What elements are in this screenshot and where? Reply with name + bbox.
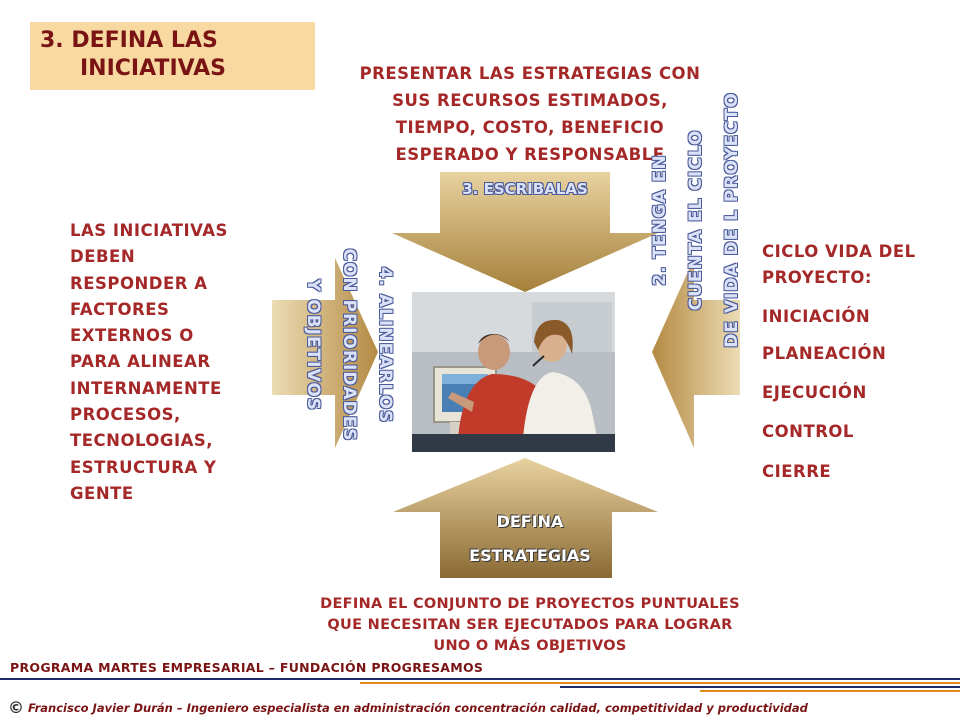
bottom-description <box>295 594 765 657</box>
arrow-bottom-label-line2: ESTRATEGIAS <box>469 546 591 565</box>
left-description-line: TECNOLOGIAS, <box>70 431 214 451</box>
top-description-line: SUS RECURSOS ESTIMADOS, <box>392 91 668 110</box>
life-cycle-item: PLANEACIÓN <box>762 344 887 363</box>
left-description-line: INTERNAMENTE <box>70 378 222 398</box>
arrow-right-label-line: CUENTA EL CICLO <box>686 129 706 311</box>
left-description-line: RESPONDER A <box>70 273 208 293</box>
footer-credit <box>8 698 808 717</box>
bottom-description-line: DEFINA EL CONJUNTO DE PROYECTOS PUNTUALES <box>320 596 740 612</box>
left-description-line: FACTORES <box>70 299 170 319</box>
life-cycle-item: EJECUCIÓN <box>762 383 867 402</box>
bottom-description-line: QUE NECESITAN SER EJECUTADOS PARA LOGRAR <box>327 617 733 633</box>
title-line-2: INICIATIVAS <box>80 56 227 81</box>
arrow-left-label-line: CON PRIORIDADES <box>339 248 359 442</box>
left-description-line: EXTERNOS O <box>70 326 194 346</box>
life-cycle-heading: CICLO VIDA DEL <box>762 242 916 261</box>
copyright-symbol: © <box>8 698 24 717</box>
life-cycle-item: INICIACIÓN <box>762 307 871 326</box>
photo-illustration <box>412 292 615 452</box>
top-description-line: PRESENTAR LAS ESTRATEGIAS CON <box>359 64 701 83</box>
bottom-description-line: UNO O MÁS OBJETIVOS <box>433 638 627 654</box>
footer-credit-text: Francisco Javier Durán – Ingeniero especialista en administración concentración calidad, competitividad y productividad <box>28 701 808 715</box>
left-description-line: LAS INICIATIVAS <box>70 221 228 240</box>
arrow-left-label-line: 4. ALINEARLOS <box>375 266 395 424</box>
left-description-line: ESTRUCTURA Y <box>70 457 217 477</box>
top-description-line: TIEMPO, COSTO, BENEFICIO <box>395 118 665 137</box>
footer-divider-lines <box>0 676 960 694</box>
arrow-left <box>272 258 378 448</box>
top-description-line: ESPERADO Y RESPONSABLE <box>395 145 665 164</box>
arrow-left-label-line: Y OBJETIVOS <box>303 278 323 412</box>
arrow-right-label-line: 2. TENGA EN <box>650 154 670 286</box>
life-cycle-item: CONTROL <box>762 422 854 441</box>
life-cycle-item: CIERRE <box>762 462 832 481</box>
arrow-top-label: 3. ESCRIBALAS <box>462 180 588 198</box>
left-description-line: PROCESOS, <box>70 405 181 425</box>
left-description-line: DEBEN <box>70 247 136 267</box>
arrow-right-label-line: DE VIDA DE L PROYECTO <box>722 92 742 348</box>
people-at-computer-photo <box>412 292 615 452</box>
title-line-1: 3. DEFINA LAS <box>40 28 218 53</box>
left-description-line: PARA ALINEAR <box>70 352 211 372</box>
footer-program: PROGRAMA MARTES EMPRESARIAL – FUNDACIÓN PROGRESAMOS <box>10 660 484 675</box>
life-cycle-heading: PROYECTO: <box>762 268 872 287</box>
arrow-bottom-label-line1: DEFINA <box>496 512 564 531</box>
left-description-line: GENTE <box>70 483 134 503</box>
